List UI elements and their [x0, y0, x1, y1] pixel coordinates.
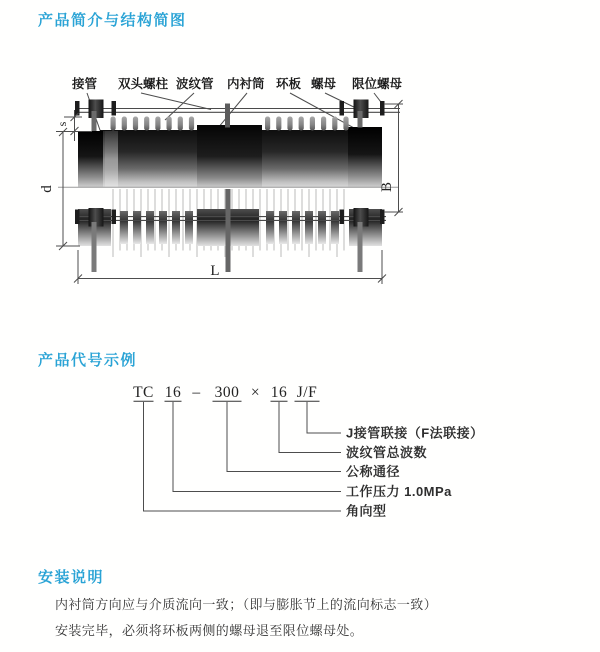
code-token-waves: 16 — [270, 384, 288, 401]
label-ring-plate: 环板 — [276, 77, 302, 91]
code-token-pressure: 16 — [164, 384, 182, 401]
install-line-1: 内衬筒方向应与介质流向一致；（即与膨胀节上的流向标志一致） — [55, 597, 438, 612]
install-heading: 安装说明 — [38, 569, 105, 586]
dim-label-d: d — [39, 185, 55, 193]
install-line-2: 安装完毕，必须将环板两侧的螺母退至限位螺母处。 — [55, 623, 364, 638]
part-labels — [71, 76, 403, 91]
label-nut: 螺母 — [311, 77, 337, 91]
legend-angular-type: 角向型 — [346, 503, 387, 519]
label-inner-liner: 内衬筒 — [227, 77, 265, 91]
label-limit-nut: 限位螺母 — [352, 77, 403, 91]
code-legend — [346, 426, 484, 519]
legend-diameter: 公称通径 — [346, 464, 401, 479]
code-token-joint: J/F — [296, 384, 318, 401]
intro-heading: 产品简介与结构简图 — [38, 12, 187, 29]
dimension-B — [379, 100, 403, 216]
label-double-stud: 双头螺柱 — [118, 77, 169, 91]
label-bellows: 波纹管 — [176, 77, 214, 91]
tie-rod-top — [75, 100, 400, 119]
legend-wave-count: 波纹管总波数 — [346, 445, 428, 460]
product-code — [133, 384, 319, 401]
code-connectors — [144, 402, 342, 511]
code-token-times: × — [250, 384, 261, 401]
dim-label-s: s — [55, 121, 69, 127]
dim-label-B: B — [379, 181, 395, 193]
code-token-type: TC — [133, 384, 154, 401]
dim-label-L: L — [210, 263, 220, 279]
code-token-diameter: 300 — [214, 384, 240, 401]
expansion-joint-body — [78, 125, 382, 188]
label-connecting-pipe: 接管 — [72, 77, 98, 91]
code-heading: 产品代号示例 — [38, 352, 138, 369]
legend-pressure: 工作压力 1.0MPa — [346, 484, 452, 499]
code-token-dash: – — [192, 384, 201, 401]
legend-joint-type: J接管联接（F法联接） — [346, 425, 484, 441]
